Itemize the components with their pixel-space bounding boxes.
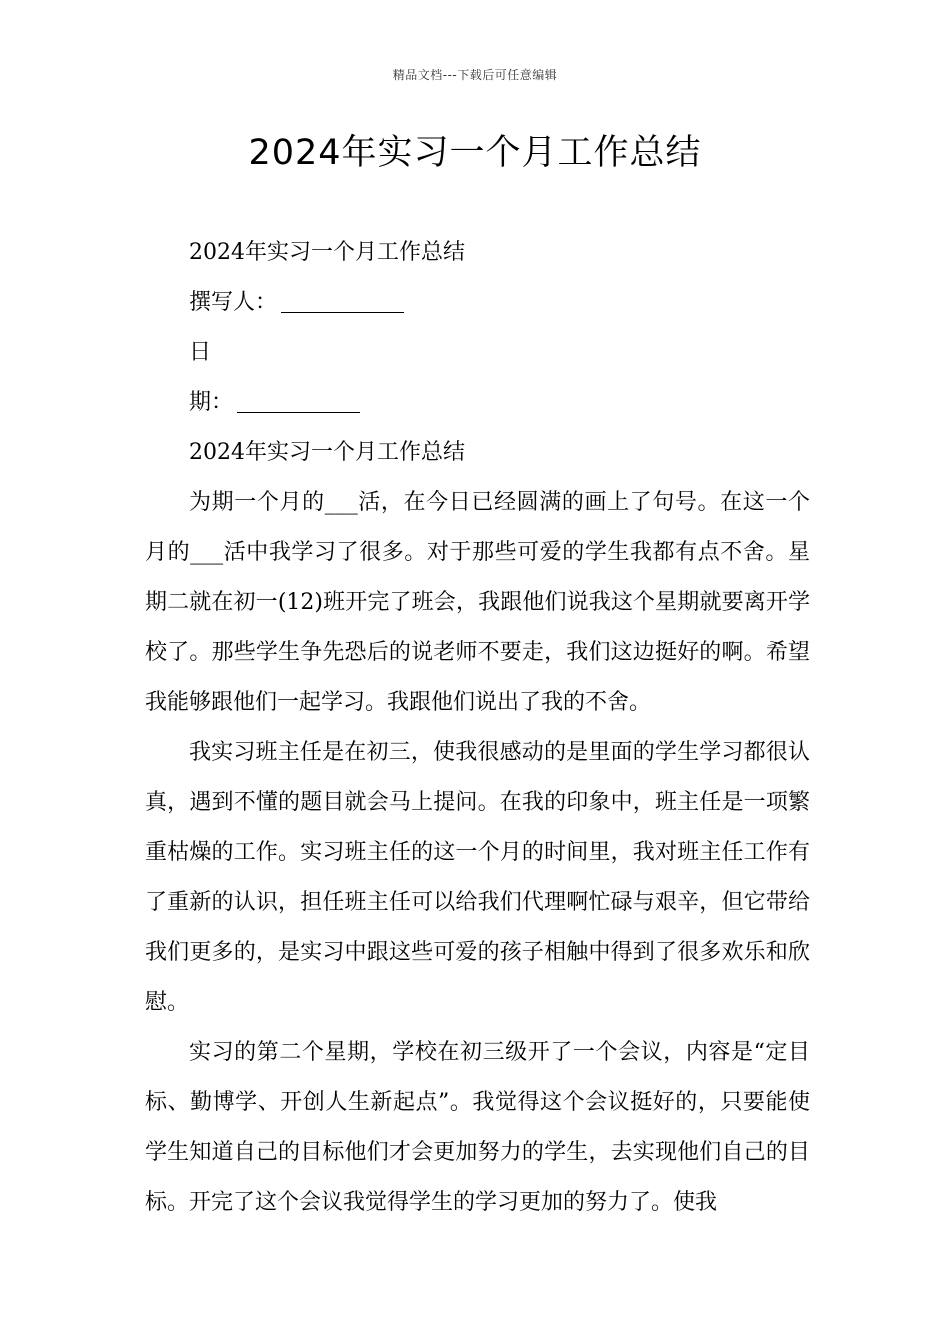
document-title: 2024年实习一个月工作总结 xyxy=(248,133,702,173)
document-body xyxy=(145,228,810,1228)
author-line xyxy=(145,278,810,328)
header-note: 精品文档---下载后可任意编辑 xyxy=(392,68,558,82)
date-label: 期： xyxy=(189,390,234,415)
paragraph-1: 为期一个月的___活，在今日已经圆满的画上了句号。在这一个月的___活中我学习了很多。对于那些可爱的学生我都有点不舍。星期二就在初一(12)班开完了班会，我跟他们说我这个星期就要离开学校了。那些学生争先恐后的说老师不要走，我们这边挺好的啊。希望我能够跟他们一起学习。我跟他们说出了我的不舍。 xyxy=(145,490,810,715)
date-label-line: 日 xyxy=(189,340,212,365)
author-label: 撰写人： xyxy=(189,290,278,315)
subtitle-line: 2024年实习一个月工作总结 xyxy=(189,240,465,265)
paragraph-2: 我实习班主任是在初三，使我很感动的是里面的学生学习都很认真，遇到不懂的题目就会马上提问。在我的印象中，班主任是一项繁重枯燥的工作。实习班主任的这一个月的时间里，我对班主任工作有了重新的认识，担任班主任可以给我们代理啊忙碌与艰辛，但它带给我们更多的，是实习中跟这些可爱的孩子相触中得到了很多欢乐和欣慰。 xyxy=(145,740,810,1015)
author-blank xyxy=(281,294,404,313)
repeat-title-line: 2024年实习一个月工作总结 xyxy=(189,440,465,465)
paragraph-3: 实习的第二个星期，学校在初三级开了一个会议，内容是“定目标、勤博学、开创人生新起点”。我觉得这个会议挺好的，只要能使学生知道自己的目标他们才会更加努力的学生，去实现他们自己的目标。开完了这个会议我觉得学生的学习更加的努力了。使我 xyxy=(145,1040,810,1215)
date-line xyxy=(145,378,810,428)
date-blank xyxy=(237,394,360,413)
